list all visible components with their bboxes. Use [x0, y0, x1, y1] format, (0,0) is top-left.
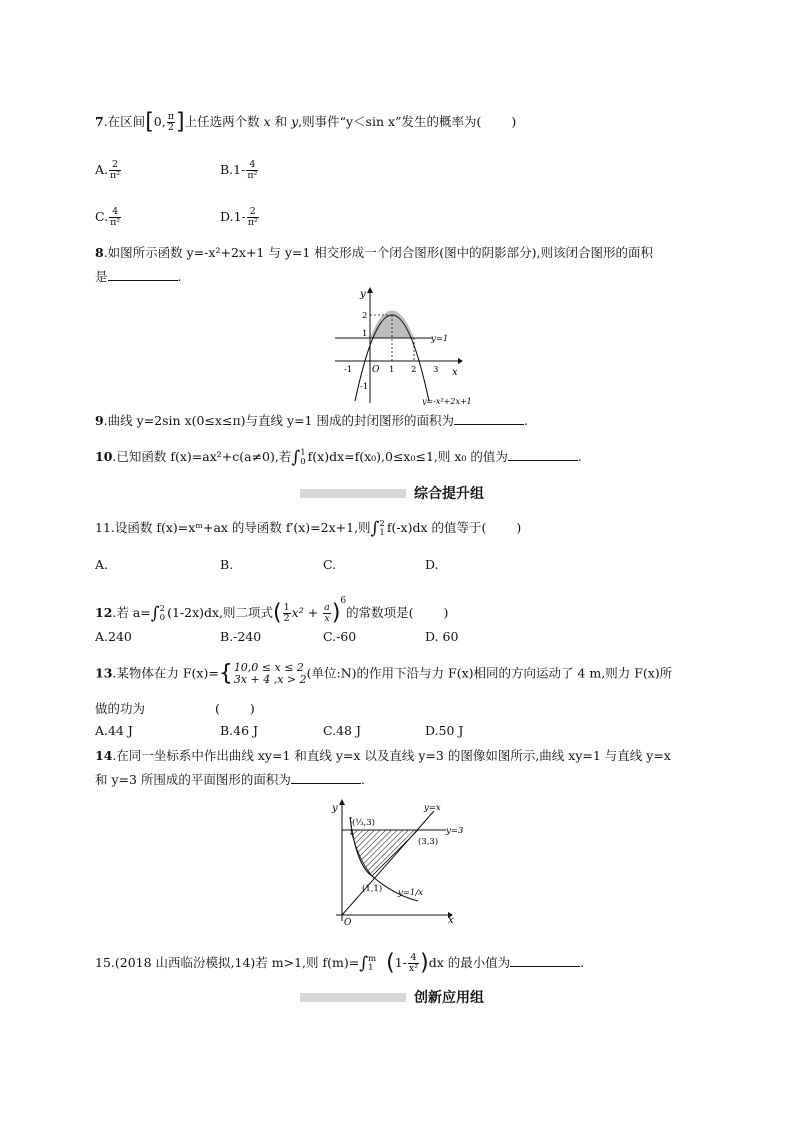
q14-stem: 14.在同一坐标系中作出曲线 xy=1 和直线 y=x 以及直线 y=3 的图像如图所示,曲线 xy=1 与直线 y=x: [95, 748, 671, 763]
section-bar: [300, 993, 406, 1002]
q8-y-arrow: [367, 287, 373, 293]
q8-curve-label: y=-x²+2x+1: [422, 397, 472, 405]
q14-answer-blank[interactable]: [291, 771, 361, 784]
q8-graph: [330, 285, 480, 405]
q14-number: 14: [95, 748, 113, 763]
q14-graph: [328, 797, 473, 927]
q13-option-d[interactable]: D.50 J: [425, 723, 464, 738]
section-bar: [300, 489, 406, 498]
q7-interval-fraction: $\frac{\pi}{2}$: [167, 111, 174, 133]
q7-stem: 7.在区间[0, $\frac{\pi}{2}$ ]上任选两个数 x 和 y,则事件“y＜sin x”发生的概率为( ): [95, 109, 517, 135]
q11-option-c[interactable]: C.: [323, 557, 337, 572]
q8-x-tick-neg1: -1: [344, 365, 353, 375]
section-title: 综合提升组: [414, 486, 484, 502]
q14-hatched-region: [351, 830, 418, 876]
q12-option-d[interactable]: D. 60: [425, 629, 459, 644]
q15-answer-blank[interactable]: [510, 954, 580, 967]
q8-x-tick-2: 2: [411, 365, 417, 375]
q12-option-c[interactable]: C.-60: [323, 629, 357, 644]
q13-option-a[interactable]: A.44 J: [95, 723, 133, 738]
q8-x-tick-3: 3: [433, 365, 439, 375]
q8-origin-label: O: [372, 365, 380, 375]
q13-piecewise: 10,0 ≤ x ≤ 2 3x + 4 ,x > 2: [233, 661, 307, 686]
q11-stem: 11.设函数 f(x)=xᵐ+ax 的导函数 f′(x)=2x+1,则∫ 2 1 f(-x)dx 的值等于( ): [95, 518, 522, 539]
q13-number: 13: [95, 665, 113, 681]
q8-answer-blank[interactable]: [108, 268, 178, 281]
q15-number: 15: [95, 955, 111, 970]
q8-x-tick-1: 1: [389, 365, 395, 375]
integral-sign: ∫: [150, 603, 160, 624]
q11-option-d[interactable]: D.: [425, 557, 439, 572]
q8-y-tick-neg1: -1: [360, 382, 369, 392]
q13-option-b[interactable]: B.46 J: [220, 723, 259, 738]
q8-number: 8: [95, 245, 104, 260]
q9-stem: 9.曲线 y=2sin x(0≤x≤π)与直线 y=1 围成的封闭图形的面积为 .: [95, 413, 528, 428]
q14-stem-line2: 和 y=3 所围成的平面图形的面积为 .: [95, 772, 365, 787]
q14-y-label: y: [332, 803, 338, 814]
q11-option-b[interactable]: B.: [220, 557, 234, 572]
q7-number: 7: [95, 114, 104, 129]
q8-x-label: x: [452, 367, 458, 378]
q10-number: 10: [95, 449, 113, 464]
q14-point-c: (1,1): [362, 884, 383, 894]
q10-answer-blank[interactable]: [508, 448, 578, 461]
q12-stem: 12.若 a=∫ 2 0 (1-2x)dx,则二项式( $\frac{1}{2}$ x² + $\frac{a}{x}$ )$^6$的常数项是( ): [95, 596, 449, 626]
q7-option-d[interactable]: D.1- $\frac{2}{\text{π²}}$: [220, 206, 258, 228]
q7-option-a[interactable]: A. $\frac{2}{\text{π²}}$: [95, 159, 121, 181]
integral-sign: ∫: [291, 447, 301, 468]
q14-origin-label: O: [344, 918, 352, 927]
q8-y-label: y: [360, 289, 366, 300]
q15-stem: 15.(2018 山西临汾模拟,14)若 m>1,则 f(m)=∫ m 1 (1- $\frac{4}{\text{x²}}$ )dx 的最小值为 .: [95, 950, 585, 976]
q10-stem: 10.已知函数 f(x)=ax²+c(a≠0),若∫ 1 0 f(x)dx=f(x₀),0≤x₀≤1,则 x₀ 的值为 .: [95, 447, 582, 468]
q13-stem: 13.某物体在力 F(x)={ 10,0 ≤ x ≤ 2 3x + 4 ,x > 2 (单位:N)的作用下沿与力 F(x)相同的方向运动了 4 m,则力 F(x)所: [95, 661, 673, 686]
q8-line-label: y=1: [431, 334, 449, 344]
q14-x-label: x: [448, 915, 454, 926]
q12-option-a[interactable]: A.240: [95, 629, 132, 644]
q8-x-arrow: [458, 358, 463, 364]
q13-option-c[interactable]: C.48 J: [323, 723, 361, 738]
q12-option-b[interactable]: B.-240: [220, 629, 262, 644]
q12-number: 12: [95, 605, 113, 620]
q8-y-tick-2: 2: [362, 311, 368, 321]
q14-point-a: (⅓,3): [352, 818, 375, 828]
q7-option-b[interactable]: B.1- $\frac{4}{\text{π²}}$: [220, 159, 258, 181]
q14-point-b: (3,3): [418, 837, 439, 847]
q7-option-c[interactable]: C. $\frac{4}{\text{π²}}$: [95, 206, 121, 228]
q14-curve-label: y=1/x: [398, 888, 423, 898]
section-title: 创新应用组: [414, 990, 484, 1006]
q11-option-a[interactable]: A.: [95, 557, 109, 572]
q8-stem-line2: 是 .: [95, 269, 182, 284]
q8-y-tick-1: 1: [362, 329, 368, 339]
integral-sign: ∫: [359, 953, 369, 974]
q8-stem: 8.如图所示函数 y=-x²+2x+1 与 y=1 相交形成一个闭合图形(图中的阴影部分),则该闭合图形的面积: [95, 245, 654, 260]
q13-stem-line2: 做的功为 ( ): [95, 701, 255, 716]
q14-line-y3-label: y=3: [446, 826, 464, 836]
q14-y-arrow: [339, 799, 345, 805]
integral-sign: ∫: [370, 518, 380, 539]
q9-number: 9: [95, 413, 104, 428]
q9-answer-blank[interactable]: [454, 412, 524, 425]
q11-number: 11: [95, 520, 111, 535]
q14-line-yx-label: y=x: [424, 803, 441, 813]
